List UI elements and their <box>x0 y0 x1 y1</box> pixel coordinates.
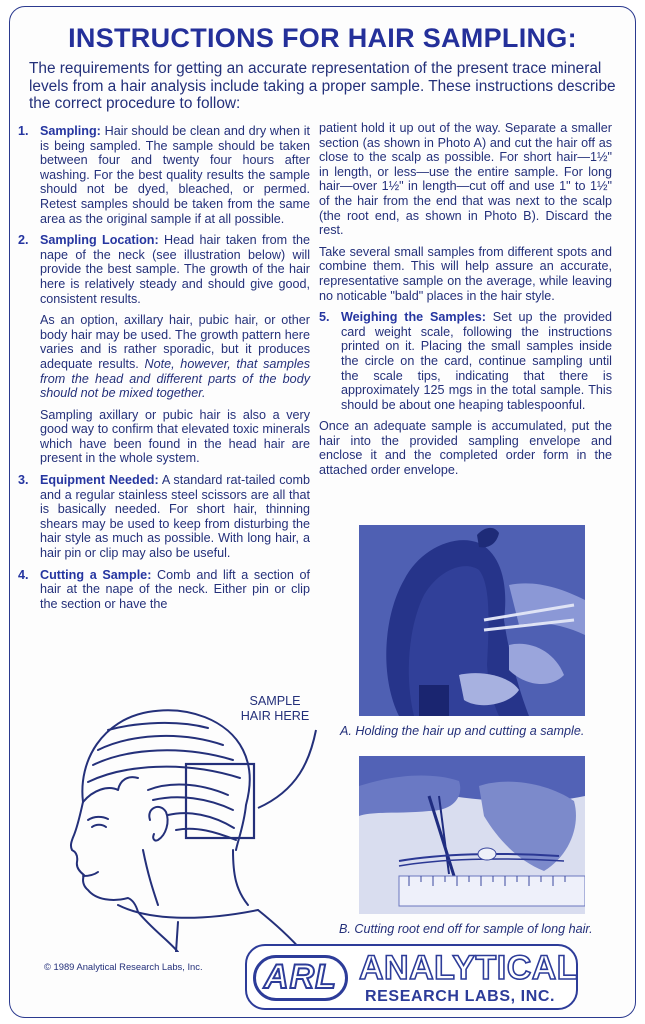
step-text: Hair should be clean and dry when it is being sampled. The sample should be taken between four and twenty four hours after washing. For the best quality results the sample should not be dyed, bleached, or permed. Retest samples should be taken from the same area as the original sample if at all possible. <box>40 124 310 226</box>
step-1 <box>18 124 310 226</box>
step-4-continued: patient hold it up out of the way. Separate a smaller section (as shown in Photo A) and cut the hair off as close to the scalp as possible. For short hair—1½" in length, or less—use the entire sample. For long hair—over 1½" in length—cut off and use 1" to 1½" of the hair from the end that was next to the scalp (the root end, as shown in Photo B). Discard the rest. <box>319 121 612 238</box>
step-note: Note, however, that samples from the head and different parts of the body should not be mixed together. <box>40 356 311 401</box>
step-5 <box>319 310 612 412</box>
step-heading: Weighing the Samples: <box>341 310 486 325</box>
company-logo <box>245 944 578 1010</box>
step-heading: Sampling Location: <box>40 233 159 248</box>
sample-hair-label: SAMPLE HAIR HERE <box>240 694 310 723</box>
step-4-paragraph: Take several small samples from different spots and combine them. This will help assure an accurate, representative sample on the average, while leaving no noticable "bald" places in the hair style. <box>319 244 612 303</box>
closing-paragraph: Once an adequate sample is accumulated, put the hair into the provided sampling envelope and enclose it and the completed order form in the attached order envelope. <box>319 419 612 478</box>
logo-wordmark: ANALYTICAL <box>359 949 579 987</box>
step-text: Head hair taken from the nape of the neck (see illustration below) will provide the best sample. The growth of the hair here is relatively steady and should give good, consistent results. <box>40 233 310 306</box>
copyright-notice: © 1989 Analytical Research Labs, Inc. <box>44 961 203 972</box>
intro-paragraph: The requirements for getting an accurate representation of the present trace mineral levels from a hair analysis include taking a proper sample. These instructions describe the correct procedure to follow: <box>29 60 616 112</box>
pointer-line <box>258 730 316 808</box>
photo-cutting-sample <box>359 525 585 716</box>
step-text: Set up the provided card weight scale, following the instructions printed on it. Placing the small samples inside the circle on the card, continue sampling until the scale tips, indicating that there is approximately 125 mgs in the total sample. This should be about one heaping tablespoonful. <box>341 310 612 412</box>
caption-photo-b: B. Cutting root end off for sample of long hair. <box>339 922 593 936</box>
step-number: 3. <box>18 473 29 488</box>
photo-cutting-root-end <box>359 756 585 914</box>
logo-subtitle: RESEARCH LABS, INC. <box>365 988 556 1005</box>
step-text: A standard rat-tailed comb and a regular stainless steel scissors are all that is basically needed. For short hair, thinning shears may be used to keep from disturbing the hair style as much as possible. With long hair, a hair pin or clip may also be useful. <box>40 473 310 561</box>
step-number: 4. <box>18 567 29 582</box>
step-heading: Cutting a Sample: <box>40 567 152 582</box>
step-heading: Sampling: <box>40 124 101 138</box>
step-number: 2. <box>18 233 29 248</box>
caption-photo-a: A. Holding the hair up and cutting a sample. <box>340 724 585 738</box>
photo-a-image <box>359 525 585 716</box>
right-column <box>319 121 612 485</box>
step-heading: Equipment Needed: <box>40 473 159 488</box>
sample-area-box <box>186 764 254 838</box>
page-title: INSTRUCTIONS FOR HAIR SAMPLING: <box>68 23 577 53</box>
logo-badge: ARL <box>253 955 348 1001</box>
step-text: As an option, axillary hair, pubic hair, or other body hair may be used. The growth pattern here varies and is rather sporadic, but it produces adequate results. <box>40 313 310 371</box>
step-4 <box>18 568 310 612</box>
step-paragraph <box>40 313 310 401</box>
step-3 <box>18 473 310 561</box>
step-2 <box>18 233 310 466</box>
step-number: 5. <box>319 310 330 325</box>
step-text: Comb and lift a section of hair at the nape of the neck. Either pin or clip the section or have the <box>40 567 310 611</box>
step-number: 1. <box>18 124 29 138</box>
step-paragraph: Sampling axillary or pubic hair is also a very good way to confirm that elevated toxic minerals which have been found in the head hair are present in the whole system. <box>40 407 310 466</box>
left-column <box>18 124 310 618</box>
photo-b-image <box>359 756 585 914</box>
head-illustration <box>58 690 340 952</box>
